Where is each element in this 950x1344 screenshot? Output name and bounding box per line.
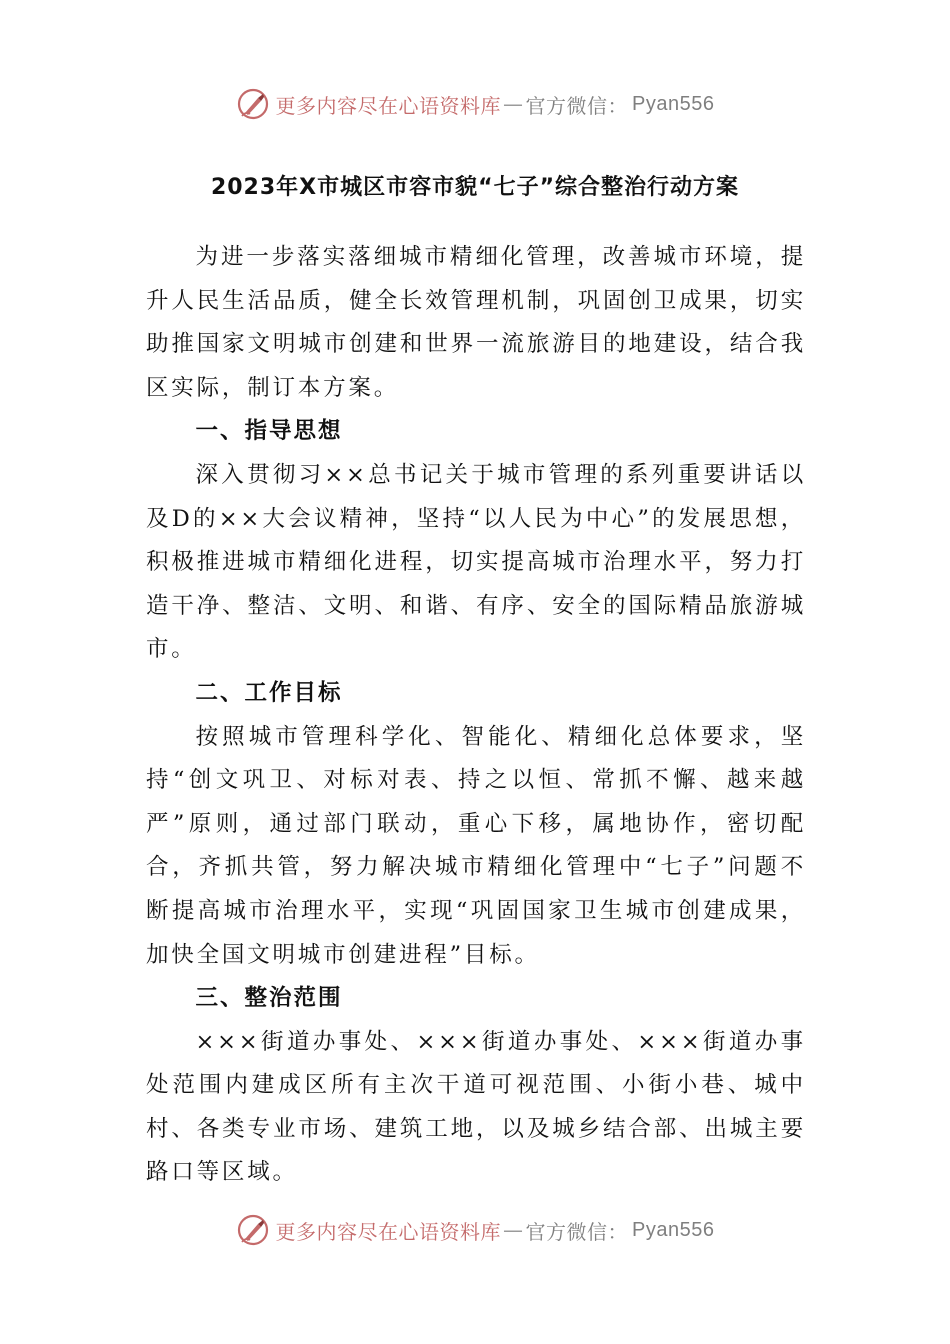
- footer-watermark-banner: [0, 1210, 950, 1250]
- watermark-wechat-id: Pyan556: [632, 92, 715, 115]
- section-heading-scope: 三、整治范围: [195, 985, 343, 1012]
- watermark-dash: —: [503, 92, 524, 116]
- document-title: 2023年X市城区市容市貌“七子”综合整治行动方案: [210, 175, 740, 200]
- section-heading-work-goals: 二、工作目标: [195, 679, 343, 706]
- pen-nib-logo-icon: [236, 87, 270, 121]
- pen-nib-logo-icon: [236, 1213, 270, 1247]
- section-body-scope: ×××街道办事处、×××街道办事处、×××街道办事处范围内建成区所有主次干道可视范围、小街小巷、城中村、各类专业市场、建筑工地，以及城乡结合部、出城主要路口等区域。: [146, 1028, 806, 1186]
- watermark-wechat-label: 官方微信：: [525, 1219, 629, 1244]
- header-watermark-banner: [0, 84, 950, 124]
- section-body-guiding-ideology: 深入贯彻习××总书记关于城市管理的系列重要讲话以及D的××大会议精神，坚持“以人民为中心”的发展思想，积极推进城市精细化进程，切实提高城市治理水平，努力打造干净、整洁、文明、和谐、有序、安全的国际精品旅游城市。: [146, 461, 806, 663]
- watermark-brand-text: 更多内容尽在心语资料库: [275, 93, 502, 118]
- document-body: [146, 236, 806, 1195]
- intro-paragraph: 为进一步落实落细城市精细化管理，改善城市环境，提升人民生活品质，健全长效管理机制，巩固创卫成果，切实助推国家文明城市创建和世界一流旅游目的地建设，结合我区实际，制订本方案。: [146, 244, 806, 401]
- watermark-dash: —: [503, 1218, 524, 1242]
- watermark-wechat-label: 官方微信：: [525, 93, 629, 118]
- section-heading-guiding-ideology: 一、指导思想: [195, 418, 343, 445]
- watermark-wechat-id: Pyan556: [632, 1218, 715, 1241]
- section-body-work-goals: 按照城市管理科学化、智能化、精细化总体要求，坚持“创文巩卫、对标对表、持之以恒、常抓不懈、越来越严”原则，通过部门联动，重心下移，属地协作，密切配合，齐抓共管，努力解决城市精细化管理中“七子”问题不断提高城市治理水平，实现“巩固国家卫生城市创建成果，加快全国文明城市创建进程”目标。: [146, 723, 806, 968]
- watermark-brand-text: 更多内容尽在心语资料库: [275, 1219, 502, 1244]
